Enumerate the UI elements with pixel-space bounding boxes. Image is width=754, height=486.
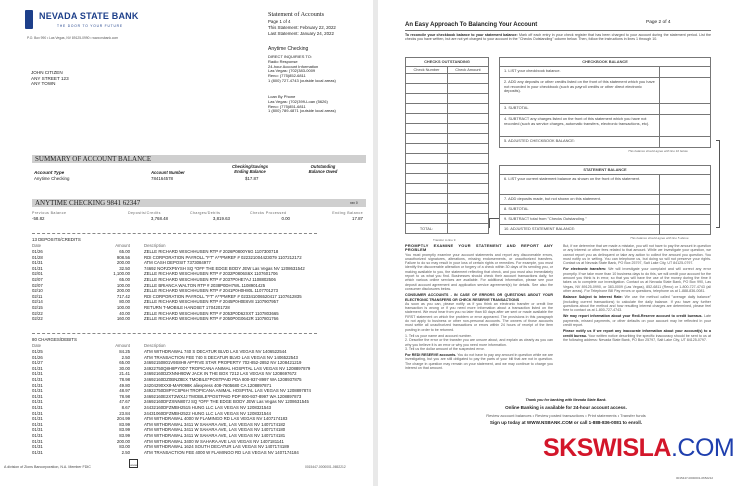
amount-cell: 908.56 xyxy=(116,254,130,260)
check-number-field[interactable] xyxy=(406,164,448,174)
amount-cell: 84.25 xyxy=(119,349,130,354)
date-cell: 02/15 xyxy=(32,305,43,310)
check-row xyxy=(406,124,489,134)
checks-total-label: TOTAL: xyxy=(406,224,448,234)
review-line: Review account balances • Review posted transactions • Print statements • Transfer funds xyxy=(486,413,646,418)
text-line: 1 (800) 789-4871 (outside local areas) xyxy=(268,108,336,114)
date-cell: 01/31 xyxy=(32,382,43,388)
list-item: 2. Describe the error or the transfer you are unsure about, and explain as clearly as you can why you believe it is an error or why you need more information. xyxy=(405,338,553,347)
check-number-field[interactable] xyxy=(406,184,448,194)
balance-line xyxy=(500,195,711,205)
check-number-field[interactable] xyxy=(406,194,448,204)
description-cell: 74692 NOFZXP5YSH SQ *OFF THE EDGE BODY JEW Las Vegas NV 1208631542 xyxy=(144,265,305,271)
date-cell: 01/31 xyxy=(32,371,43,377)
text-line: Loan By Phone xyxy=(268,94,296,99)
text-line: Las Vegas: (702)383-0009 xyxy=(268,68,316,74)
checking-header: ANYTIME CHECKING 9841 62347 xyxy=(32,199,366,207)
fdic-label: LENDER xyxy=(130,465,139,467)
description-cell: RDI CORPORATION PAYROLL "FT" A**PMREF # 022321004423079 1107212172 xyxy=(144,254,302,260)
check-amount-field[interactable] xyxy=(447,134,488,144)
intro-body: Mark off each entry in your check register that has been charged to your account during the statement period. List the checks you have written, but are not yet charged to your account in the "Checks Outstanding" column below. Then, follow the instructions in lines 1 through 10. xyxy=(405,33,712,42)
legal-paragraph xyxy=(563,267,711,293)
legal-text: We use the method called "average daily balance" (including current transactions) to calculate the daily balance. If you have any further questions about the method and how resulting interest charges are determined, please feel free to contact us at 1-800-727-4743. xyxy=(563,295,711,313)
description-cell: 24692160DZ0BNZ8EX TMOBILE*POSTPAID PDA 800-937-8997 WA 1208937875 xyxy=(144,377,302,382)
description-cell: ZELLE RICHARD WISCHHUSEN RTP # 2050P0G0642R 1107801766 xyxy=(144,316,279,322)
check-number-field[interactable] xyxy=(406,114,448,124)
amount-cell: 83.99 xyxy=(119,433,130,438)
description-cell: 24432160DFZMBH2515 HUNG LLC LAS VEGAS NV 1208321543 xyxy=(144,405,272,410)
legal-paragraph xyxy=(563,329,711,342)
check-row xyxy=(406,154,489,164)
watermark xyxy=(543,434,734,462)
description-cell: ATM WITHDRAWAL 1624 SOUTH DECATUR LAS VEGAS NV 1407174189 xyxy=(144,444,290,450)
checkbook-balance-table xyxy=(499,57,711,148)
checkbook-note: This balance should agree with line 10 below. xyxy=(628,149,689,153)
check-amount-field[interactable] xyxy=(447,154,488,164)
legal-heading: PROMPTLY EXAMINE YOUR STATEMENT AND REPORT ANY PROBLEM xyxy=(405,243,553,253)
date-cell: 01/31 xyxy=(32,444,43,450)
date-cell: 01/31 xyxy=(32,260,43,266)
check-row xyxy=(406,144,489,154)
amount-cell: 65.00 xyxy=(119,249,130,254)
text-line: 1 (800) 727-4743 (outside local areas) xyxy=(268,77,336,83)
amount-cell: 200.00 xyxy=(116,438,130,444)
statement-balance-table xyxy=(499,165,711,235)
legal-right-column xyxy=(563,244,711,342)
check-row xyxy=(406,204,489,214)
description-cell: ZELLE RICHARD WISCHHUSEN RTP # 2041P0H0H80L 1107701273 xyxy=(144,288,279,294)
inquiries-block xyxy=(268,55,336,84)
line-amount-field[interactable] xyxy=(660,175,711,195)
legal-paragraph xyxy=(563,314,711,327)
text-line: 24-hour Account Information xyxy=(268,63,319,69)
legal-text: You do not have to pay any amount in question while we are investigating, but you are still obligated to pay the parts of your bill that are not in question. The charge in question may remain on your statement, and we may continue to charge you interest on that amount. xyxy=(405,353,553,371)
balance-value: 0.00 xyxy=(281,216,290,221)
balance-label: Checks Processed xyxy=(250,211,287,215)
check-number-field[interactable] xyxy=(406,174,448,184)
amount-cell: 32.50 xyxy=(119,265,130,271)
equal-housing-lender-icon xyxy=(129,459,138,468)
legal-paragraph: You must promptly examine your account statements and report any discoverable errors, unauthorized signatures, alterations, missing endorsements, or unauthorized transfers. Failure to do so may result in your loss of certain rights or remedies. For example, you must identify the discoverable alteration or forgery of a check within 30 days of its sending you, or making available to you, the statement reflecting that check, and you must also immediately report to us what you find. Businesses should check their account transactions daily, for which various online services are available. For additional information, please see your deposit account agreement and application service agreement(s) for details. See also the consumer disclosures below. xyxy=(405,252,553,291)
amount-cell: 200.00 xyxy=(116,260,130,266)
balance-line xyxy=(500,115,711,137)
amount-cell: 65.00 xyxy=(119,360,130,366)
description-cell: 24431060DFZMBH2522 HUNG LLC LAS VEGAS NV 1208321544 xyxy=(144,410,272,416)
date-cell: 01/25 xyxy=(32,349,43,354)
amount-cell: 21.41 xyxy=(119,371,130,377)
check-amount-header: Check Amount xyxy=(447,67,488,74)
date-cell: 02/10 xyxy=(32,288,43,294)
line-amount-field[interactable] xyxy=(660,115,711,137)
check-row xyxy=(406,134,489,144)
description-cell: ATM TRANSACTION FEE 4000 W FLAMINGO RD LAS VEGAS NV 1407174184 xyxy=(144,449,299,455)
amount-cell: 49.80 xyxy=(119,382,130,388)
checks-outstanding-table xyxy=(405,57,489,234)
date-cell: 01/26 xyxy=(32,249,43,254)
transfer-note: Transfer to line 9 xyxy=(433,238,456,242)
check-row xyxy=(406,114,489,124)
statement-page-1 xyxy=(0,0,373,486)
amount-cell: 83.99 xyxy=(119,427,130,433)
check-row xyxy=(406,74,489,84)
legal-text: Your written notice describing the specific inaccuracy should be sent to us at the following address: Nevada State Bank, PO Box 25797, Salt Lake City, UT 84125-0797. xyxy=(563,333,711,342)
balance-label: Deposits/Credits xyxy=(128,211,161,215)
description-cell: 24692160E2XT2WXJJ TMOBILE*POSTPAID PDP 800-937-8997 WA 1208897873 xyxy=(144,393,302,399)
summary-col-account-number: Account Number xyxy=(151,170,185,175)
check-number-field[interactable] xyxy=(406,214,448,224)
date-cell: 01/31 xyxy=(32,393,43,399)
summary-col-balance-owed: Outstanding Balance Owed xyxy=(308,164,338,174)
description-cell: ATM CASH DEPOSIT 7373084977 xyxy=(144,260,211,266)
account-name: Anytime Checking xyxy=(268,46,309,52)
bank-tagline: THE DOOR TO YOUR FUTURE xyxy=(57,24,123,28)
column-header: Amount xyxy=(115,243,130,248)
balance-label: Ending Balance xyxy=(332,211,363,215)
amount-cell: 23.84 xyxy=(119,410,130,416)
check-amount-field[interactable] xyxy=(447,204,488,214)
date-cell: 01/27 xyxy=(32,360,43,366)
check-amount-field[interactable] xyxy=(447,124,488,134)
amount-cell: 65.00 xyxy=(119,277,130,282)
check-amount-field[interactable] xyxy=(447,74,488,84)
amount-cell: 160.00 xyxy=(116,316,130,322)
online-banking-line: Online Banking is available for 24-hour account access. xyxy=(505,405,627,410)
intro-bold: To reconcile your checkbook balance to your statement balance: xyxy=(405,33,518,37)
amount-cell: 30.00 xyxy=(119,365,130,371)
check-row xyxy=(406,174,489,184)
watermark-red: SKSWISLA xyxy=(543,434,671,462)
line-amount-field[interactable] xyxy=(660,67,711,78)
check-amount-field[interactable] xyxy=(447,114,488,124)
charges-title: 80 CHARGES/DEBITS xyxy=(32,337,77,342)
description-cell: 24692150801V9S8H9 AP*FIVE STAR PROPERTY 702-852-2852 NV 1208421219 xyxy=(144,360,302,366)
divider xyxy=(32,233,317,234)
footer-code: 0015447-0000001-0652212 xyxy=(305,465,346,469)
amount-cell: 83.00 xyxy=(119,444,130,450)
amount-cell: 2.50 xyxy=(121,354,130,360)
date-cell: 02/11 xyxy=(32,293,43,299)
balance-line xyxy=(500,215,711,225)
check-amount-field[interactable] xyxy=(447,214,488,224)
line-instruction: 5. ADJUSTED CHECKBOOK BALANCE: xyxy=(500,137,660,148)
description-cell: ZELLE RICHARD WISCHHUSEN RTP # 2032P0806S6X 1107601706 xyxy=(144,271,278,277)
summary-account-type: Anytime Checking xyxy=(34,176,70,181)
check-number-field[interactable] xyxy=(406,84,448,94)
amount-cell: 47.67 xyxy=(119,399,130,405)
text-line: Reno: (775)851-6811 xyxy=(268,103,306,109)
amount-cell: 717.42 xyxy=(116,293,130,299)
balance-line xyxy=(500,104,711,115)
amount-cell: 83.99 xyxy=(119,421,130,427)
checks-total-field[interactable] xyxy=(447,224,488,234)
checking-page-ref: xxx 0 xyxy=(350,201,358,205)
legal-paragraph: But, if we determine that we made a mistake, you will not have to pay the amount in question or any interest or other fees related to that amount. While we investigate your question, we cannot report you as delinquent or take any action to collect the amount you question. You must notify us in writing. You can telephone us, but doing so will not preserve your rights. Contact us at Nevada State Bank, PO Box 25797, Salt Lake City, UT 84125-0797. xyxy=(563,244,711,266)
column-header: Description xyxy=(144,343,166,348)
line-instruction: 7. ADD deposits made, but not shown on this statement. xyxy=(500,195,660,205)
check-row xyxy=(406,104,489,114)
loan-by-phone-block xyxy=(268,95,336,114)
balance-value: 17.87 xyxy=(352,216,363,221)
description-cell: ZELLE RICHARD WISCHHUSEN RTP # 2037P0HE7AJ 1108802506 xyxy=(144,277,276,282)
date-cell: 01/31 xyxy=(32,388,43,394)
list-item: 1. Tell us your name and account number. xyxy=(405,333,472,338)
line-instruction: 8. SUBTOTAL xyxy=(500,205,660,215)
balance-value: -58.82 xyxy=(32,216,45,221)
summary-account-number: 784164578 xyxy=(151,176,173,181)
description-cell: ATM WITHDRAWAL 3411 W SAHARA AVE, LAS VEGAS NV 1407174180 xyxy=(144,427,286,433)
signup-line: Sign up today at WWW.NSBANK.COM or call 1-888-836-0081 to enroll. xyxy=(489,420,643,425)
amount-cell: 80.00 xyxy=(119,299,130,305)
date-cell: 02/14 xyxy=(32,299,43,305)
date-cell: 02/22 xyxy=(32,316,43,322)
balance-value: 3,768.48 xyxy=(150,216,168,221)
description-cell: 24692160DFZXNN807J SQ *OFF THE EDGE BODY JEW Las Vegas NV 1208631545 xyxy=(144,399,309,405)
description-cell: ATM WITHDRAWAL 3411 W SAHARA AVE, LAS VEGAS NV 1407174182 xyxy=(144,421,286,427)
bank-logo-icon xyxy=(25,10,33,29)
balance-label: Previous Balance xyxy=(32,211,67,215)
line-instruction: 10. ADJUSTED STATEMENT BALANCE: xyxy=(500,225,660,235)
text-line: JOHN CITIZEN xyxy=(31,70,63,75)
check-amount-field[interactable] xyxy=(447,104,488,114)
amount-cell: 200.00 xyxy=(116,288,130,294)
table-title: STATEMENT BALANCE xyxy=(500,166,711,175)
line-amount-field[interactable] xyxy=(660,78,711,104)
check-number-field[interactable] xyxy=(406,204,448,214)
legal-left-column xyxy=(405,244,553,370)
date-cell: 01/31 xyxy=(32,438,43,444)
check-amount-field[interactable] xyxy=(447,94,488,104)
text-line: Reno: (775)852-6811 xyxy=(268,73,306,79)
date-cell: 01/31 xyxy=(32,365,43,371)
thanks-line: Thank you for banking with Nevada State Bank. xyxy=(525,398,607,402)
statement-page-2 xyxy=(378,0,754,486)
description-cell: ATM WITHDRAWAL 4000 W FLAMINGO RD LAS VEGAS NV 1407174183 xyxy=(144,416,288,422)
check-number-field[interactable] xyxy=(406,74,448,84)
check-amount-field[interactable] xyxy=(447,144,488,154)
statement-note: This balance should agree with line 5 above. xyxy=(630,236,690,240)
balance-line xyxy=(500,205,711,215)
check-number-header: Check Number xyxy=(406,67,448,74)
legal-bold: For REDI RESERVE accounts. xyxy=(405,353,457,358)
deposits-title: 13 DEPOSITS/CREDITS xyxy=(32,237,81,242)
footer-division: A division of Zions Bancorporation, N.A. Member FDIC xyxy=(4,465,91,469)
date-cell: 01/31 xyxy=(32,377,43,382)
description-cell: ATM TRANSACTION FEE 740 S DECATUR BLVD LAS VEGAS NV 1406522543 xyxy=(144,354,298,360)
description-cell: 24922750D8PYCSP6H TROPICANA ANIMAL HOSPITAL LAS VEGAS NV 1208897874 xyxy=(144,388,311,394)
check-amount-field[interactable] xyxy=(447,174,488,184)
date-cell: 01/31 xyxy=(32,421,43,427)
statement-title: Statement of Accounts xyxy=(268,11,325,18)
page-number: Page 2 of 4 xyxy=(646,20,671,25)
divider xyxy=(32,333,317,334)
date-cell: 02/07 xyxy=(32,277,43,282)
amount-cell: 1,100.00 xyxy=(113,271,130,277)
description-cell: 24692160DZXNNH9DW JACK IN THE BOX 7212 LAS VEGAS NV 1208697672 xyxy=(144,371,297,377)
check-row xyxy=(406,84,489,94)
check-row xyxy=(406,94,489,104)
legal-text: We will investigate your complaint and will correct any error promptly. If we take more than 10 business days to do this, we will credit your account for the amount you think is in error, so that you will have the use of the money during the time it takes us to complete our investigation. Contact us at Nevada State Bank, PO Box 990, Las Vegas, NV 89125-0990, or 383-0009 (Las Vegas), 852-6811 (Reno) or 1-800-727-4743 (all other areas). For Telephone Bill Pay errors or questions, telephone us at 1-888-836-0081. xyxy=(563,267,711,293)
date-cell: 01/31 xyxy=(32,405,43,410)
balance-line xyxy=(500,67,711,78)
balance-label: Charges/Debits xyxy=(190,211,221,215)
line-instruction: 1. LIST your checkbook balance. xyxy=(500,67,660,78)
check-number-field[interactable] xyxy=(406,124,448,134)
date-cell: 01/31 xyxy=(32,410,43,416)
date-cell: 02/22 xyxy=(32,310,43,316)
check-number-field[interactable] xyxy=(406,134,448,144)
check-amount-field[interactable] xyxy=(447,184,488,194)
legal-paragraph: As soon as you can, please notify us if you think an electronic transfer or credit line transaction is wrong or if you need more information about a transaction listed on the statement. We must hear from you no later than 60 days after we sent or made available the FIRST statement on which the problem or error appeared. The provisions in this paragraph do not apply to business or other non-personal accounts. The owners of those accounts must settle all unauthorized transactions or errors within 24 hours of receipt of the item posting in order to be returned. xyxy=(405,301,553,332)
legal-paragraph xyxy=(405,353,553,370)
check-number-field[interactable] xyxy=(406,154,448,164)
balance-line xyxy=(500,78,711,104)
title-rule xyxy=(405,30,711,31)
column-header: Amount xyxy=(115,343,130,348)
line-amount-field[interactable] xyxy=(660,137,711,148)
balance-line xyxy=(500,175,711,195)
line-amount-field[interactable] xyxy=(660,215,711,225)
check-amount-field[interactable] xyxy=(447,84,488,94)
description-cell: ATM WITHDRAWAL 3400 W SAHARA AVE LAS VEGAS NV 1407181141 xyxy=(144,438,284,444)
arrow-line xyxy=(489,218,499,228)
column-header: Date xyxy=(32,243,42,248)
amount-cell: 78.98 xyxy=(119,377,130,382)
column-header: Description xyxy=(144,243,166,248)
column-header: Date xyxy=(32,343,42,348)
amount-cell: 40.00 xyxy=(119,310,130,316)
amount-cell: 78.98 xyxy=(119,393,130,399)
description-cell: 24922750Q8H8PY0D7 TROPICANA ANIMAL HOSPITAL LAS VEGAS NV 1208897879 xyxy=(144,365,311,371)
line-instruction: 6. LIST your current statement balance as shown on the front of this statement. xyxy=(500,175,660,195)
description-cell: ZELLE RICHARD WISCHHUSEN RTP # 2026P0800Y6G 1107300718 xyxy=(144,249,279,254)
checks-table-title: CHECKS OUTSTANDING xyxy=(406,58,489,67)
date-cell: 02/01 xyxy=(32,271,43,277)
legal-bold: For electronic transfers: xyxy=(563,267,607,272)
date-cell: 01/28 xyxy=(32,254,43,260)
legal-heading: CONSUMER ACCOUNTS - IN CASE OF ERRORS OR QUESTIONS ABOUT YOUR ELECTRONIC TRANSFERS OR CHECK RESERVE TRANSACTIONS xyxy=(405,293,553,302)
text-line: ANY TOWN xyxy=(31,81,56,86)
check-row xyxy=(406,194,489,204)
intro-text xyxy=(405,33,711,42)
description-cell: ZELLE BRIANCA WALTON RTP # 2038P0DH7WL 1108901425 xyxy=(144,282,266,288)
date-cell: 01/31 xyxy=(32,433,43,438)
amount-cell: 100.00 xyxy=(116,282,130,288)
amount-cell: 48.97 xyxy=(119,388,130,394)
line-amount-field[interactable] xyxy=(660,104,711,115)
summary-ending-balance: $17.87 xyxy=(245,176,259,181)
check-number-field[interactable] xyxy=(406,144,448,154)
date-cell: 01/31 xyxy=(32,416,43,422)
description-cell: ATM WITHDRAWAL 3411 W SAHARA AVE, LAS VEGAS NV 1407174181 xyxy=(144,433,286,438)
balancing-title: An Easy Approach To Balancing Your Account xyxy=(405,22,538,28)
legal-bold: Balance Subject to Interest Rate: xyxy=(563,295,623,300)
summary-col-account-type: Account Type xyxy=(34,170,65,175)
bank-address: P.O. Box 990 • Las Vegas, NV 89125-0990 • www.nsbank.com xyxy=(27,36,119,40)
line-instruction: 2. ADD any deposits or other credits listed on the front of this statement which you have not recorded in your checkbook (such as payroll credits or other direct electronic deposits). xyxy=(500,78,660,104)
arrow-line xyxy=(716,140,720,228)
line-amount-field[interactable] xyxy=(660,195,711,205)
amount-cell: 8.67 xyxy=(121,405,130,410)
legal-bold: Please notify us if we report any inaccurate information about your account(s) to a credit bureau. xyxy=(563,329,711,338)
date-cell: 02/07 xyxy=(32,282,43,288)
this-statement-date: This Statement: February 22, 2022 xyxy=(268,25,336,30)
text-line: DIRECT INQUIRIES TO: xyxy=(268,54,313,59)
description-cell: RETURN T-MOBILE HANDSET 1704201728 xyxy=(144,305,230,310)
check-number-field[interactable] xyxy=(406,104,448,114)
last-statement-date: Last Statement: January 24, 2022 xyxy=(268,31,334,36)
legal-paragraph xyxy=(563,295,711,312)
check-row xyxy=(406,164,489,174)
bank-name: NEVADA STATE BANK xyxy=(39,11,139,21)
date-cell: 01/31 xyxy=(32,265,43,271)
table-title: CHECKBOOK BALANCE xyxy=(500,58,711,67)
description-cell: ATM WITHDRAWAL 740 S DECATUR BLVD LAS VEGAS NV 1406522544 xyxy=(144,349,287,354)
description-cell: 24204290XX8-MAR098K aliexpress 408-7605680 CA 1208897871 xyxy=(144,382,272,388)
check-amount-field[interactable] xyxy=(447,164,488,174)
date-cell: 01/26 xyxy=(32,354,43,360)
line-instruction: 4. SUBTRACT any charges listed on the front of this statement which you have not recorded (such as service charges, automatic transfers, electronic transactions, etc). xyxy=(500,115,660,137)
text-line: Las Vegas: (702)399-Loan (5626) xyxy=(268,98,328,104)
line-instruction: 3. SUBTOTAL xyxy=(500,104,660,115)
list-item: 3. Tell us the dollar amount of the suspected error. xyxy=(405,346,485,351)
date-cell: 01/31 xyxy=(32,399,43,405)
legal-bold: We may report information about your Redi-Reserve account to credit bureaus. xyxy=(563,314,703,319)
check-row xyxy=(406,184,489,194)
legal-list xyxy=(405,334,553,351)
customer-address xyxy=(31,70,69,87)
line-amount-field[interactable] xyxy=(660,225,711,235)
balance-line xyxy=(500,137,711,148)
text-line: Radio Response xyxy=(268,58,298,64)
description-cell: ZELLE RICHARD WISCHHUSEN RTP # 2045P0H0E6V8 1107907957 xyxy=(144,299,279,305)
amount-cell: 2.50 xyxy=(121,449,130,455)
balance-line xyxy=(500,225,711,235)
summary-col-ending-balance: Checking/Savings Ending Balance xyxy=(231,164,269,174)
description-cell: ZELLE RICHARD WISCHHUSEN RTP # 2053P0D62XXT 1107803665 xyxy=(144,310,279,316)
check-number-field[interactable] xyxy=(406,94,448,104)
amount-cell: 100.00 xyxy=(116,305,130,310)
line-instruction: 9. SUBTRACT total from "Checks Outstanding." xyxy=(500,215,660,225)
check-amount-field[interactable] xyxy=(447,194,488,204)
footer-code: 0015447-0000001-0652212 xyxy=(676,476,714,480)
text-line: ANY STREET 123 xyxy=(31,75,69,81)
watermark-blue: .COM xyxy=(670,434,735,462)
check-row xyxy=(406,214,489,224)
page-number: Page 1 of 4 xyxy=(268,19,291,24)
date-cell: 01/31 xyxy=(32,427,43,433)
summary-header: SUMMARY OF ACCOUNT BALANCE xyxy=(32,155,366,163)
balance-value: 3,819.63 xyxy=(212,216,230,221)
date-cell: 01/31 xyxy=(32,449,43,455)
line-amount-field[interactable] xyxy=(660,205,711,215)
description-cell: RDI CORPORATION PAYROLL "FT" A**PMREF # 023341006520417 1107612835 xyxy=(144,293,302,299)
amount-cell: 204.99 xyxy=(116,416,130,422)
legal-text: Late payments, missed payments, or other defaults on your account may be reflected in your credit report. xyxy=(563,314,711,328)
